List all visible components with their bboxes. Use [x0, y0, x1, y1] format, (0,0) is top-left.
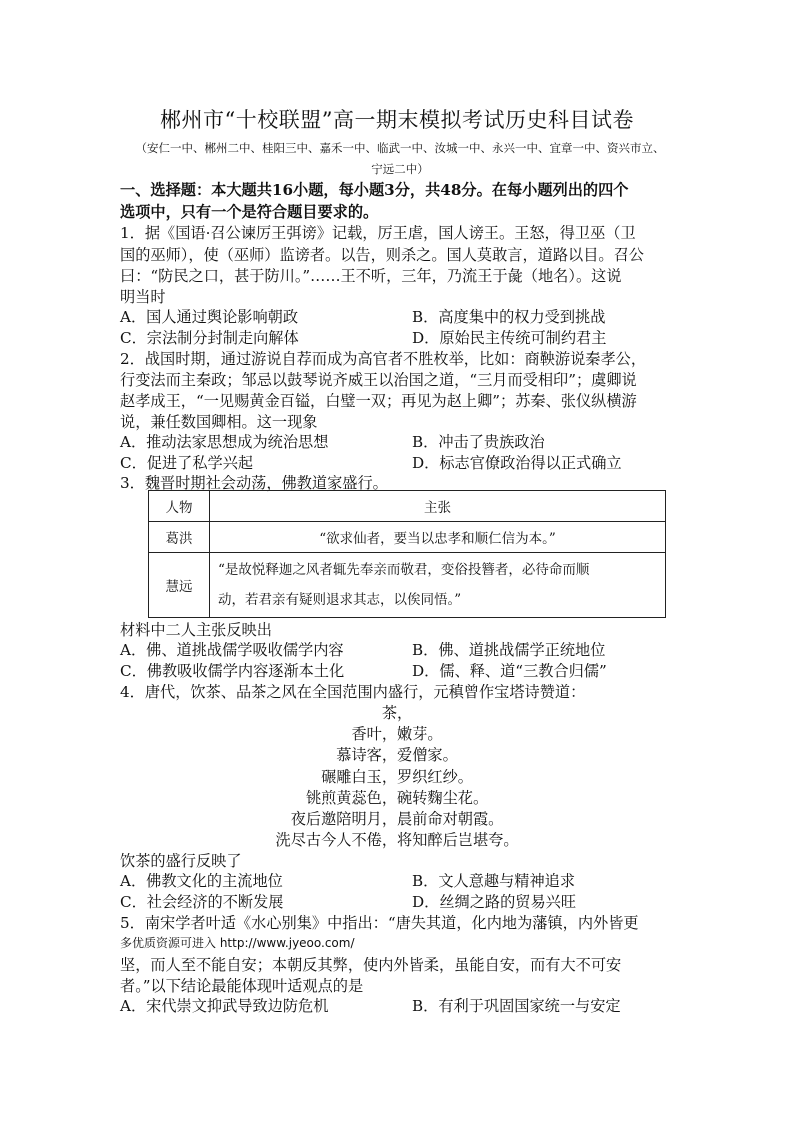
row2-person: 慧远: [149, 553, 210, 618]
q4-option-a: A．佛教文化的主流地位: [120, 872, 283, 890]
q1-stem-line: 曰：“防民之口，甚于防川。”……王不听，三年，乃流王于彘（地名）。这说: [120, 267, 622, 285]
poem-line: 洗尽古今人不倦，将知醉后岂堪夸。: [275, 831, 519, 849]
q1-option-d: D．原始民主传统可制约君主: [412, 329, 607, 347]
q2-option-c: C．促进了私学兴起: [120, 454, 254, 472]
q2-stem-line: 2．战国时期，通过游说自荐而成为高官者不胜枚举，比如：商鞅游说秦孝公，: [120, 350, 647, 368]
q3-option-d: D．儒、释、道“三教合归儒”: [412, 662, 607, 680]
row2-claim-line-1: “是故悦释迦之风者辄先奉亲而敬君，变俗投簪者，必待命而顺: [218, 562, 590, 578]
poem-line: 铫煎黄蕊色，碗转麴尘花。: [305, 789, 489, 807]
table-header-row: [149, 491, 666, 522]
poem-line: 香叶，嫩芽。: [351, 725, 443, 743]
poem-line: 慕诗客，爱僧家。: [336, 746, 458, 764]
header-person: 人物: [149, 491, 210, 522]
q5-stem-line: 5．南宋学者叶适《水心别集》中指出：“唐失其道，化内地为藩镇，内外皆更: [120, 914, 639, 932]
row1-person: 葛洪: [149, 522, 210, 553]
q5-stem-line: 坚，而人至不能自安；本朝反其弊，使内外皆柔，虽能自安，而有大不可安: [120, 956, 622, 974]
q2-stem-line: 赵孝成王，“一见赐黄金百镒，白璧一双；再见为赵上卿”；苏秦、张仪纵横游: [120, 392, 637, 410]
q2-stem-line: 行变法而主秦政；邹忌以鼓琴说齐威王以治国之道，“三月而受相印”；虞卿说: [120, 371, 637, 389]
q3-material-table: [148, 490, 666, 618]
table-row: [149, 553, 666, 618]
q1-option-b: B．高度集中的权力受到挑战: [412, 308, 606, 326]
q1-option-c: C．宗法制分封制走向解体: [120, 329, 299, 347]
row2-claim: [210, 553, 666, 618]
promo-link[interactable]: 多优质资源可进入 http://www.jyeoo.com/: [120, 936, 355, 950]
q1-stem-line: 国的巫师），使（巫师）监谤者。以告，则杀之。国人莫敢言，道路以目。召公: [120, 246, 644, 264]
q2-option-d: D．标志官僚政治得以正式确立: [412, 454, 622, 472]
row2-claim-line-2: 动，若君亲有疑则退求其志，以俟同悟。”: [218, 592, 462, 608]
q3-option-c: C．佛教吸收儒学内容逐渐本土化: [120, 662, 345, 680]
q4-stem: 4．唐代，饮茶、品茶之风在全国范围内盛行，元稹曾作宝塔诗赞道：: [120, 683, 586, 701]
poem-line: 夜后邀陪明月，晨前命对朝霞。: [290, 810, 504, 828]
q4-option-b: B．文人意趣与精神追求: [412, 872, 576, 890]
school-list-line-1: （安仁一中、郴州二中、桂阳三中、嘉禾一中、临武一中、汝城一中、永兴一中、宜章一中、资兴市立、: [135, 141, 665, 155]
q4-option-d: D．丝绸之路的贸易兴旺: [412, 893, 577, 911]
section-heading-line-2: 选项中，只有一个是符合题目要求的。: [120, 203, 379, 221]
q2-option-a: A．推动法家思想成为统治思想: [120, 433, 329, 451]
q3-question: 材料中二人主张反映出: [120, 621, 272, 639]
q1-stem-line: 明当时: [120, 288, 166, 306]
header-claim: 主张: [210, 491, 666, 522]
q2-option-b: B．冲击了贵族政治: [412, 433, 545, 451]
poem-line: 碾雕白玉，罗织红纱。: [321, 768, 473, 786]
exam-title: 郴州市“十校联盟”高一期末模拟考试历史科目试卷: [160, 108, 634, 132]
school-list-line-2: 宁远二中）: [371, 162, 429, 176]
q4-option-c: C．社会经济的不断发展: [120, 893, 284, 911]
table-row: [149, 522, 666, 553]
q5-stem-line: 者。”以下结论最能体现叶适观点的是: [120, 977, 364, 995]
q5-option-a: A．宋代崇文抑武导致边防危机: [120, 997, 329, 1015]
q5-option-b: B．有利于巩固国家统一与安定: [412, 997, 621, 1015]
q3-option-b: B．佛、道挑战儒学正统地位: [412, 641, 606, 659]
q3-option-a: A．佛、道挑战儒学吸收儒学内容: [120, 641, 344, 659]
q1-option-a: A．国人通过舆论影响朝政: [120, 308, 299, 326]
poem-line: 茶，: [381, 704, 413, 722]
q1-stem-line: 1．据《国语·召公谏厉王弭谤》记载，厉王虐，国人谤王。王怒，得卫巫（卫: [120, 224, 636, 242]
q4-question: 饮茶的盛行反映了: [120, 852, 242, 870]
q3-stem: 3．魏晋时期社会动荡，佛教道家盛行。: [120, 474, 388, 492]
school-list: [120, 138, 680, 180]
section-heading-line-1: 一、选择题：本大题共16小题，每小题3分，共48分。在每小题列出的四个: [120, 181, 629, 199]
q2-stem-line: 说，兼任数国卿相。这一现象: [120, 413, 318, 431]
row1-claim: “欲求仙者，要当以忠孝和顺仁信为本。”: [210, 522, 666, 553]
